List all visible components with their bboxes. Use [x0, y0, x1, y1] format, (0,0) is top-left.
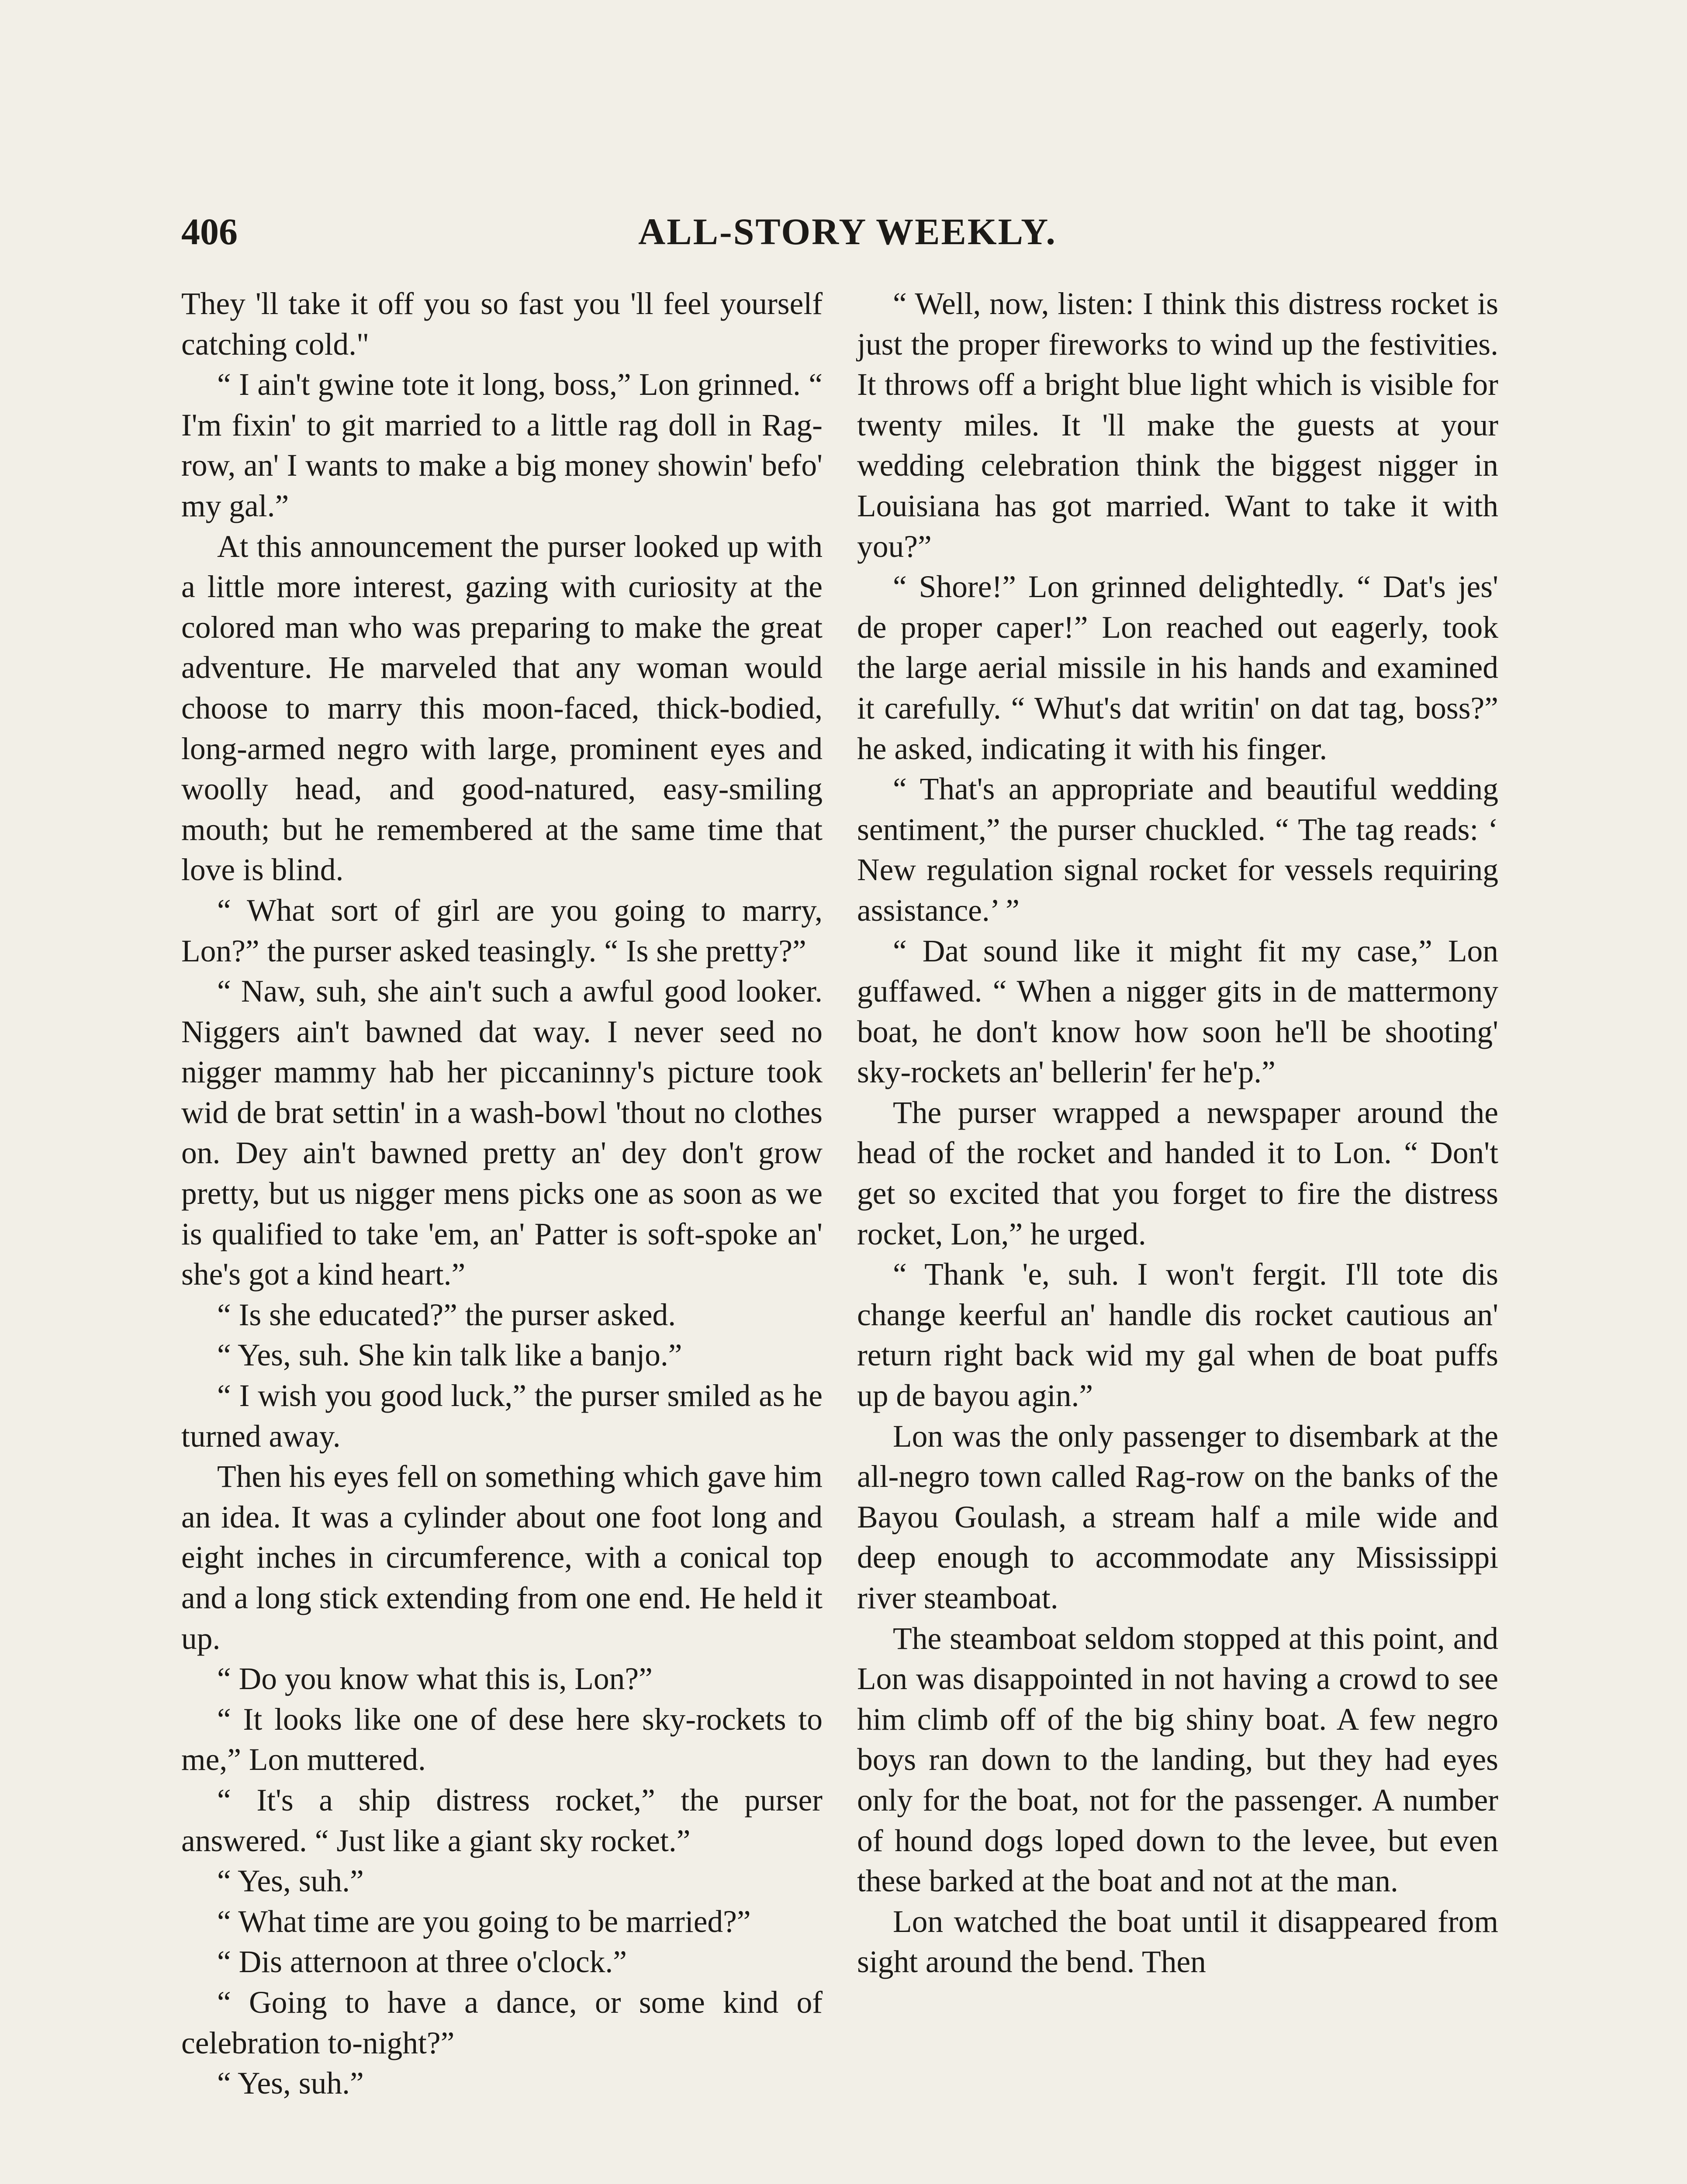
paragraph: They 'll take it off you so fast you 'll feel yourself catching cold." — [181, 287, 823, 362]
paragraph: “ I wish you good luck,” the purser smiled as he turned away. — [181, 1379, 823, 1454]
page-number: 406 — [181, 211, 238, 252]
paragraph: “ It looks like one of dese here sky-rockets to me,” Lon muttered. — [181, 1702, 823, 1777]
paragraph: “ What time are you going to be married?” — [217, 1904, 751, 1939]
paragraph: The purser wrapped a newspaper around the head of the rocket and handed it to Lon. “ Don't get so excited that you forget to fire the distress rocket, Lon,” he urged. — [857, 1095, 1498, 1251]
paragraph: “ Yes, suh.” — [217, 1864, 364, 1899]
paragraph: “ Do you know what this is, Lon?” — [217, 1662, 653, 1697]
left-column — [181, 284, 823, 2184]
paragraph: “ Shore!” Lon grinned delightedly. “ Dat's jes' de proper caper!” Lon reached out eagerly, took the large aerial missile in his hands and examined it carefully. “ Whut's dat writin' on dat tag, boss?” he asked, indicating it with his finger. — [857, 570, 1498, 766]
paragraph: At this announcement the purser looked up with a little more interest, gazing with curiosity at the colored man who was preparing to make the great adventure. He marveled that any woman would choose to marry this moon-faced, thick-bodied, long-armed negro with large, prominent eyes and woolly head, and good-natured, easy-smiling mouth; but he remembered at the same time that love is blind. — [181, 529, 823, 888]
paragraph: “ It's a ship distress rocket,” the purser answered. “ Just like a giant sky rocket.” — [181, 1783, 823, 1858]
paragraph: Lon was the only passenger to disembark at the all-negro town called Rag-row on the banks of the Bayou Goulash, a stream half a mile wide and deep enough to accommodate any Mississippi river steamboat. — [857, 1419, 1498, 1615]
paragraph: The steamboat seldom stopped at this point, and Lon was disappointed in not having a crowd to see him climb off of the big shiny boat. A few negro boys ran down to the landing, but they had eyes only for the boat, not for the passenger. A number of hound dogs loped down to the levee, but even these barked at the boat and not at the man. — [857, 1621, 1498, 1899]
paragraph: “ Yes, suh.” — [217, 2066, 364, 2101]
paragraph: “ What sort of girl are you going to marry, Lon?” the purser asked teasingly. “ Is she pretty?” — [181, 893, 823, 968]
paragraph: “ Thank 'e, suh. I won't fergit. I'll tote dis change keerful an' handle dis rocket cautious an' return right back wid my gal when de boat puffs up de bayou agin.” — [857, 1257, 1498, 1413]
paragraph: “ I ain't gwine tote it long, boss,” Lon grinned. “ I'm fixin' to git married to a little rag doll in Rag-row, an' I wants to make a big money showin' befo' my gal.” — [181, 367, 823, 523]
paragraph: “ Naw, suh, she ain't such a awful good looker. Niggers ain't bawned dat way. I never seed no nigger mammy hab her piccaninny's picture took wid de brat settin' in a wash-bowl 'thout no clothes on. Dey ain't bawned pretty an' dey don't grow pretty, but us nigger mens picks one as soon as we is qualified to take 'em, an' Patter is soft-spoke an' she's got a kind heart.” — [181, 974, 823, 1292]
paragraph: Lon watched the boat until it disappeared from sight around the bend. Then — [857, 1904, 1498, 1980]
paragraph: “ Well, now, listen: I think this distress rocket is just the proper fireworks to wind up the festivities. It throws off a bright blue light which is visible for twenty miles. It 'll make the guests at your wedding celebration think the biggest nigger in Louisiana has got married. Want to take it with you?” — [857, 287, 1498, 564]
right-column — [857, 284, 1498, 2184]
paragraph: “ Yes, suh. She kin talk like a banjo.” — [217, 1338, 682, 1373]
paragraph: “ Is she educated?” the purser asked. — [217, 1297, 676, 1332]
paragraph: Then his eyes fell on something which gave him an idea. It was a cylinder about one foot long and eight inches in circumference, with a conical top and a long stick extending from one end. He held it up. — [181, 1459, 823, 1656]
page-header — [181, 201, 1514, 262]
paragraph: “ That's an appropriate and beautiful wedding sentiment,” the purser chuckled. “ The tag reads: ‘ New regulation signal rocket for vessels requiring assistance.’ ” — [857, 772, 1498, 928]
paragraph: “ Going to have a dance, or some kind of celebration to-night?” — [181, 1985, 823, 2060]
running-title: ALL-STORY WEEKLY. — [638, 211, 1057, 252]
paragraph: “ Dat sound like it might fit my case,” Lon guffawed. “ When a nigger gits in de mattermony boat, he don't know how soon he'll be shooting' sky-rockets an' bellerin' fer he'p.” — [857, 933, 1498, 1090]
paragraph: “ Dis atternoon at three o'clock.” — [217, 1945, 627, 1980]
